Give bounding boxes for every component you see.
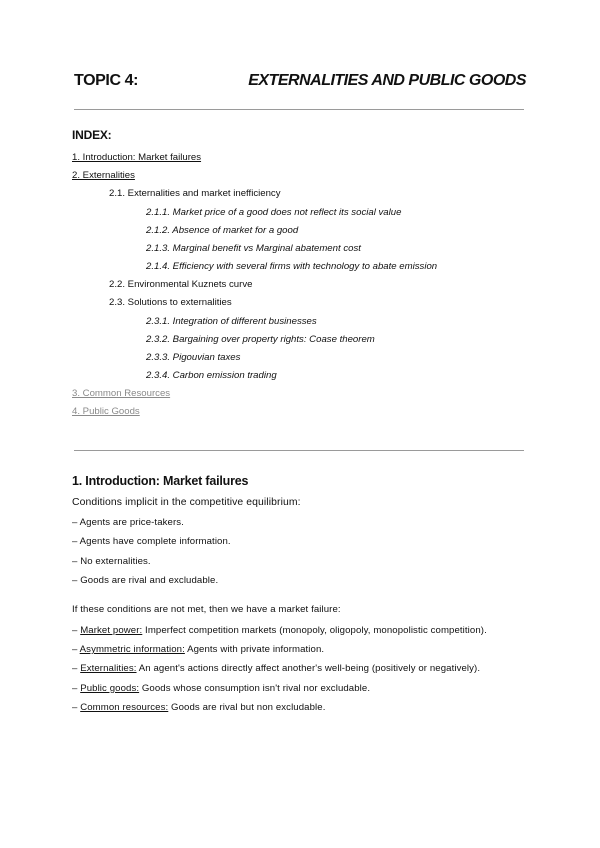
index-link-public-goods[interactable]: 4. Public Goods: [72, 406, 140, 417]
index-item-2-3-2: 2.3.2. Bargaining over property rights: Coase theorem: [146, 334, 375, 345]
failure-item-externalities: [72, 663, 480, 674]
section-heading: 1. Introduction: Market failures: [72, 474, 249, 488]
bullet-dash: –: [72, 625, 81, 636]
condition-item: – Agents have complete information.: [72, 536, 231, 547]
failure-item-common-resources: [72, 702, 325, 713]
failure-description: Imperfect competition markets (monopoly, oligopoly, monopolistic competition).: [142, 625, 487, 636]
conditions-intro: Conditions implicit in the competitive equilibrium:: [72, 497, 301, 508]
index-item-2-1-2: 2.1.2. Absence of market for a good: [146, 225, 299, 236]
bullet-dash: –: [72, 663, 81, 674]
index-item-2-1-3: 2.1.3. Marginal benefit vs Marginal abatement cost: [146, 243, 361, 254]
failure-term: Market power:: [80, 625, 143, 636]
bullet-dash: –: [72, 702, 81, 713]
index-item-2-3-4: 2.3.4. Carbon emission trading: [146, 370, 277, 381]
failure-item-asymmetric-information: [72, 644, 324, 655]
bullet-dash: –: [72, 683, 81, 694]
condition-item: – No externalities.: [72, 556, 151, 567]
index-item-2-3: 2.3. Solutions to externalities: [109, 297, 232, 308]
index-item-2-1-1: 2.1.1. Market price of a good does not reflect its social value: [146, 207, 402, 218]
index-link-externalities[interactable]: 2. Externalities: [72, 170, 135, 181]
header-divider: [74, 109, 524, 110]
failure-term: Externalities:: [80, 663, 137, 674]
index-heading: INDEX:: [72, 128, 112, 142]
condition-item: – Goods are rival and excludable.: [72, 575, 219, 586]
failure-description: Goods whose consumption isn't rival nor excludable.: [139, 683, 371, 694]
index-link-introduction[interactable]: 1. Introduction: Market failures: [72, 152, 202, 163]
failure-item-market-power: [72, 625, 487, 636]
bullet-dash: –: [72, 644, 80, 655]
index-divider: [74, 450, 524, 451]
failure-description: Goods are rival but non excludable.: [168, 702, 326, 713]
index-item-2-1-4: 2.1.4. Efficiency with several firms with technology to abate emission: [146, 261, 438, 272]
page-header: [74, 72, 526, 96]
topic-label: TOPIC 4:: [74, 72, 139, 89]
failure-term: Asymmetric information:: [79, 644, 185, 655]
failure-description: An agent's actions directly affect another's well-being (positively or negatively).: [136, 663, 481, 674]
failure-term: Common resources:: [80, 702, 169, 713]
condition-item: – Agents are price-takers.: [72, 517, 184, 528]
index-item-2-2: 2.2. Environmental Kuznets curve: [109, 279, 253, 290]
index-item-2-3-3: 2.3.3. Pigouvian taxes: [146, 352, 241, 363]
index-link-common-resources[interactable]: 3. Common Resources: [72, 388, 171, 399]
index-item-2-1: 2.1. Externalities and market inefficiency: [109, 188, 281, 199]
failure-item-public-goods: [72, 683, 370, 694]
index-item-2-3-1: 2.3.1. Integration of different businesses: [146, 316, 317, 327]
failure-term: Public goods:: [80, 683, 140, 694]
topic-title: EXTERNALITIES AND PUBLIC GOODS: [248, 72, 526, 89]
market-failure-intro: If these conditions are not met, then we have a market failure:: [72, 604, 341, 615]
failure-description: Agents with private information.: [184, 644, 325, 655]
